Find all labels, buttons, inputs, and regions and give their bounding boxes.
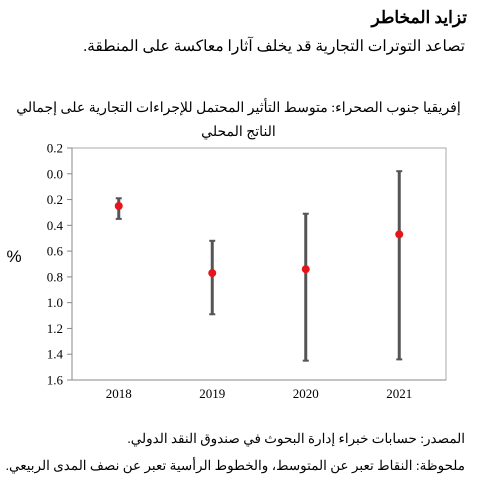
y-tick-label: 0.2	[46, 140, 63, 156]
page-title: تزايد المخاطر	[371, 8, 467, 27]
x-tick-label: 2019	[199, 386, 226, 401]
y-tick-label: 0.2	[46, 192, 63, 208]
chart-title-line1: إفريقيا جنوب الصحراء: متوسط التأثير المحتمل للإجراءات التجارية على إجمالي	[16, 101, 461, 116]
mean-point	[395, 230, 403, 238]
y-tick-label: 0.6	[46, 243, 63, 259]
chart-title-line2: الناتج المحلي	[201, 125, 276, 140]
x-tick-label: 2020	[292, 386, 319, 401]
y-tick-label: 0.4	[46, 217, 63, 233]
x-tick-label: 2018	[105, 386, 132, 401]
mean-point	[302, 265, 310, 273]
y-tick-label: 1.2	[46, 320, 63, 336]
y-tick-label: 0.8	[46, 269, 63, 285]
mean-point	[115, 202, 123, 210]
y-axis-label: %	[6, 247, 22, 266]
x-tick-label: 2021	[386, 386, 413, 401]
plot-frame	[72, 148, 446, 380]
y-tick-label: 1.0	[46, 295, 63, 311]
y-tick-label: 1.6	[46, 372, 63, 388]
footnote: ملحوظة: النقاط تعبر عن المتوسط، والخطوط الرأسية تعبر عن نصف المدى الربيعي.	[5, 458, 465, 473]
y-tick-label: 0.0	[46, 166, 63, 182]
y-tick-label: 1.4	[46, 346, 63, 362]
source-note: المصدر: حسابات خبراء إدارة البحوث في صندوق النقد الدولي.	[127, 431, 465, 446]
page-subtitle: تصاعد التوترات التجارية قد يخلف آثارا معاكسة على المنطقة.	[83, 38, 465, 55]
mean-point	[208, 269, 216, 277]
